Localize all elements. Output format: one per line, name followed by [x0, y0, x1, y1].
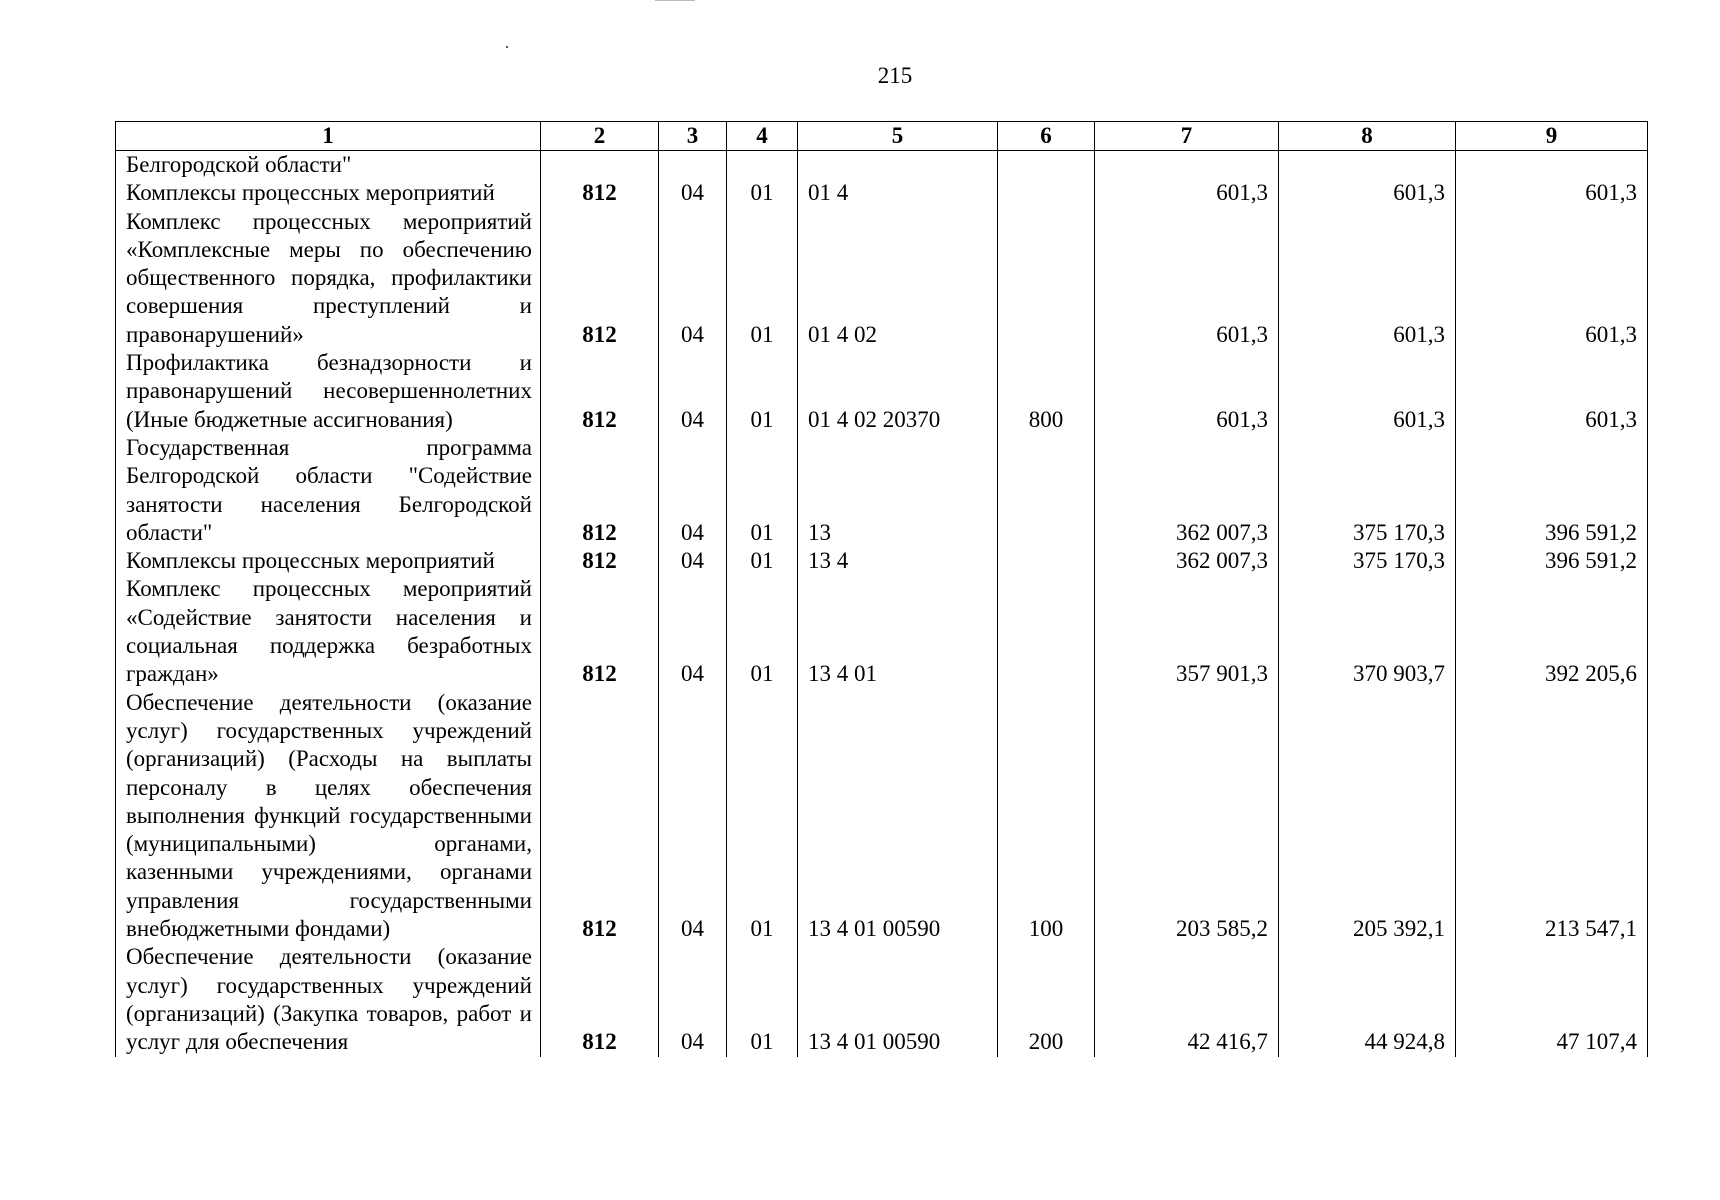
cell-c6: 800 [998, 349, 1095, 434]
cell-c3 [659, 151, 727, 180]
cell-c7: 362 007,3 [1095, 547, 1279, 575]
cell-c8 [1279, 151, 1456, 180]
cell-c6: 100 [998, 689, 1095, 944]
cell-c8: 601,3 [1279, 208, 1456, 349]
cell-c6 [998, 179, 1095, 207]
cell-c6 [998, 547, 1095, 575]
cell-c9: 601,3 [1456, 179, 1648, 207]
cell-c7: 601,3 [1095, 208, 1279, 349]
cell-c7 [1095, 151, 1279, 180]
cell-c7: 42 416,7 [1095, 943, 1279, 1056]
table-row [116, 547, 1648, 575]
cell-c6 [998, 575, 1095, 688]
cell-c9: 396 591,2 [1456, 547, 1648, 575]
cell-c3: 04 [659, 434, 727, 547]
cell-c5: 13 4 01 00590 [798, 689, 998, 944]
cell-c4: 01 [727, 208, 798, 349]
row-name: Комплекс процессных мероприятий «Комплексные меры по обеспечению общественного порядка, профилактики совершения преступлений и правонарушений» [116, 208, 541, 349]
cell-c3: 04 [659, 943, 727, 1056]
cell-c6 [998, 434, 1095, 547]
cell-c9: 601,3 [1456, 349, 1648, 434]
cell-c2: 812 [541, 943, 659, 1056]
cell-c6: 200 [998, 943, 1095, 1056]
cell-c8: 375 170,3 [1279, 547, 1456, 575]
cell-c4: 01 [727, 349, 798, 434]
table-row [116, 689, 1648, 944]
table-row [116, 151, 1648, 180]
cell-c2: 812 [541, 547, 659, 575]
budget-table [115, 121, 1648, 1057]
col-header-6: 6 [998, 122, 1095, 151]
cell-c9: 213 547,1 [1456, 689, 1648, 944]
col-header-1: 1 [116, 122, 541, 151]
table-row [116, 349, 1648, 434]
cell-c5: 13 4 [798, 547, 998, 575]
row-name: Обеспечение деятельности (оказание услуг) государственных учреждений (организаций) (Закупка товаров, работ и услуг для обеспечения [116, 943, 541, 1056]
col-header-4: 4 [727, 122, 798, 151]
col-header-9: 9 [1456, 122, 1648, 151]
row-name: Профилактика безнадзорности и правонарушений несовершеннолетних (Иные бюджетные ассигнования) [116, 349, 541, 434]
scan-artifact-line [655, 0, 695, 3]
cell-c5: 01 4 [798, 179, 998, 207]
table-row [116, 179, 1648, 207]
cell-c4: 01 [727, 434, 798, 547]
cell-c3: 04 [659, 208, 727, 349]
cell-c9: 601,3 [1456, 208, 1648, 349]
cell-c3: 04 [659, 179, 727, 207]
cell-c4: 01 [727, 547, 798, 575]
col-header-7: 7 [1095, 122, 1279, 151]
table-row [116, 434, 1648, 547]
cell-c7: 357 901,3 [1095, 575, 1279, 688]
cell-c8: 44 924,8 [1279, 943, 1456, 1056]
cell-c9: 396 591,2 [1456, 434, 1648, 547]
row-name: Комплекс процессных мероприятий «Содействие занятости населения и социальная поддержка безработных граждан» [116, 575, 541, 688]
cell-c8: 601,3 [1279, 179, 1456, 207]
col-header-3: 3 [659, 122, 727, 151]
cell-c3: 04 [659, 575, 727, 688]
cell-c2 [541, 151, 659, 180]
row-name: Комплексы процессных мероприятий [116, 547, 541, 575]
cell-c5: 13 4 01 00590 [798, 943, 998, 1056]
cell-c7: 601,3 [1095, 349, 1279, 434]
row-name: Комплексы процессных мероприятий [116, 179, 541, 207]
cell-c4: 01 [727, 575, 798, 688]
row-name: Обеспечение деятельности (оказание услуг) государственных учреждений (организаций) (Расходы на выплаты персоналу в целях обеспечения выполнения функций государственными (муниципальными) органами, казенными учреждениями, органами управления государственными внебюджетными фондами) [116, 689, 541, 944]
cell-c7: 203 585,2 [1095, 689, 1279, 944]
table-row [116, 943, 1648, 1056]
header-row [116, 122, 1648, 151]
cell-c5: 13 [798, 434, 998, 547]
col-header-8: 8 [1279, 122, 1456, 151]
table-row [116, 575, 1648, 688]
cell-c5: 13 4 01 [798, 575, 998, 688]
cell-c4: 01 [727, 943, 798, 1056]
cell-c7: 601,3 [1095, 179, 1279, 207]
cell-c2: 812 [541, 349, 659, 434]
cell-c3: 04 [659, 689, 727, 944]
cell-c4: 01 [727, 179, 798, 207]
cell-c9 [1456, 151, 1648, 180]
page-number: 215 [877, 63, 913, 88]
cell-c2: 812 [541, 208, 659, 349]
cell-c6 [998, 151, 1095, 180]
cell-c5: 01 4 02 [798, 208, 998, 349]
cell-c6 [998, 208, 1095, 349]
table-row [116, 208, 1648, 349]
cell-c2: 812 [541, 689, 659, 944]
cell-c5 [798, 151, 998, 180]
cell-c9: 392 205,6 [1456, 575, 1648, 688]
cell-c7: 362 007,3 [1095, 434, 1279, 547]
cell-c8: 205 392,1 [1279, 689, 1456, 944]
row-name: Белгородской области" [116, 151, 541, 180]
cell-c4 [727, 151, 798, 180]
col-header-2: 2 [541, 122, 659, 151]
cell-c2: 812 [541, 575, 659, 688]
cell-c2: 812 [541, 434, 659, 547]
cell-c8: 370 903,7 [1279, 575, 1456, 688]
cell-c3: 04 [659, 349, 727, 434]
cell-c2: 812 [541, 179, 659, 207]
cell-c8: 601,3 [1279, 349, 1456, 434]
cell-c5: 01 4 02 20370 [798, 349, 998, 434]
cell-c3: 04 [659, 547, 727, 575]
row-name: Государственная программа Белгородской области "Содействие занятости населения Белгородской области" [116, 434, 541, 547]
cell-c8: 375 170,3 [1279, 434, 1456, 547]
cell-c4: 01 [727, 689, 798, 944]
col-header-5: 5 [798, 122, 998, 151]
cell-c9: 47 107,4 [1456, 943, 1648, 1056]
scan-artifact-dot [506, 46, 508, 48]
